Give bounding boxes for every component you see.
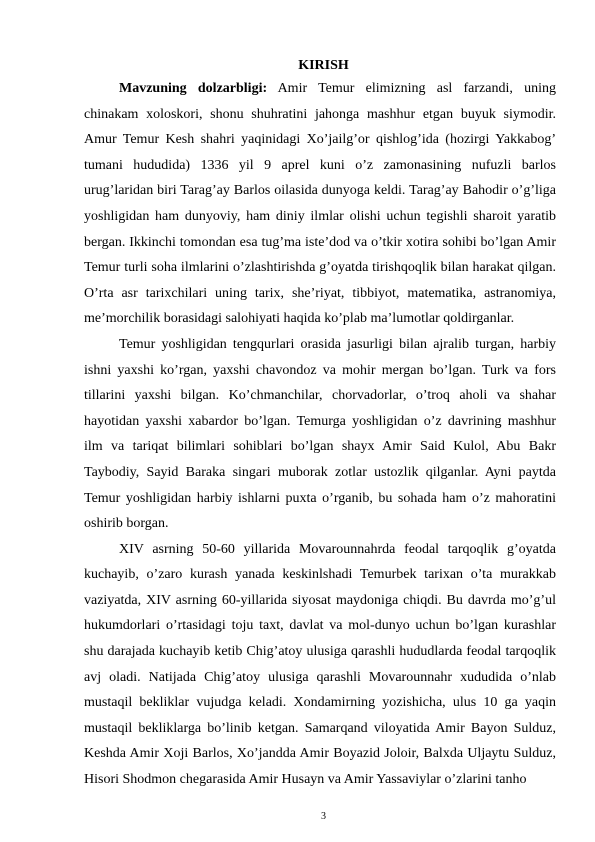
paragraph-text: Temur yoshligidan tengqurlari orasida jasurligi bilan ajralib turgan, harbiy ishni yaxshi ko’rgan, yaxshi chavondoz va mohir mergan bo’lgan. Turk va fors tillarini yaxshi bilgan. Ko’chmanchilar, chorvadorlar, o’troq aholi va shahar hayotidan yaxshi xabardor bo’lgan. Temurga yoshligidan o’z davrining mashhur ilm va tariqat bilimlari sohiblari bo’lgan shayx Amir Said Kulol, Abu Bakr Taybodiy, Sayid Baraka singari muborak zotlar ustozlik qilganlar. Ayni paytda Temur yoshligidan harbiy ishlarni puxta o’rganib, bu sohada ham o’z mahoratini oshirib borgan. [84,336,556,532]
page-number: 3 [321,811,326,822]
paragraph-lead: Mavzuning dolzarbligi: [119,81,268,96]
document-body [84,76,556,793]
section-title: KIRISH [298,58,349,73]
paragraph-xiv-century [84,537,556,793]
paragraph-text: Amir Temur elimizning asl farzandi, uning chinakam xoloskori, shonu shuhratini jahonga mashhur etgan buyuk siymodir. Amur Temur Kesh shahri yaqinidagi Xo’jailg’or qishlog’ida (hozirgi Yakkabog’ tumani hududida) 1336 yil 9 aprel kuni o’z zamonasining nufuzli barlos urug’laridan biri Tarag’ay Barlos oilasida dunyoga keldi. Tarag’ay Bahodir o’g’liga yoshligidan ham dunyoviy, ham diniy ilmlar olishi uchun tegishli sharoit yaratib bergan. Ikkinchi tomondan esa tug’ma iste’dod va o’tkir xotira sohibi bo’lgan Amir Temur turli soha ilmlarini o’zlashtirishda g’oyatda tirishqoqlik bilan harakat qilgan. O’rta asr tarixchilari uning tarix, she’riyat, tibbiyot, matematika, astranomiya, me’morchilik borasidagi salohiyati haqida ko’plab ma’lumotlar qoldirganlar. [84,81,556,327]
paragraph-youth [84,332,556,537]
paragraph-text: XIV asrning 50-60 yillarida Movarounnahrda feodal tarqoqlik g’oyatda kuchayib, o’zaro kurash yanada keskinlshadi Temurbek tarixan o’ta murakkab vaziyatda, XIV asrning 60-yillarida siyosat maydoniga chiqdi. Bu davrda mo’g’ul hukumdorlari o’rtasidagi toju taxt, davlat va mol-dunyo uchun bo’lgan kurashlar shu darajada kuchayib ketib Chig’atoy ulusiga qarashli hududlarda feodal tarqoqlik avj oladi. Natijada Chig’atoy ulusiga qarashli Movarounnahr xududida o’nlab mustaqil bekliklar vujudga keladi. Xondamirning yozishicha, ulus 10 ga yaqin mustaqil bekliklarga bo’linib ketgan. Samarqand viloyatida Amir Bayon Sulduz, Keshda Amir Xoji Barlos, Xo’jandda Amir Boyazid Joloir, Balxda Uljaytu Sulduz, Hisori Shodmon chegarasida Amir Husayn va Amir Yassaviylar o’zlarini tanho [84,541,556,788]
paragraph-relevance [84,76,556,332]
